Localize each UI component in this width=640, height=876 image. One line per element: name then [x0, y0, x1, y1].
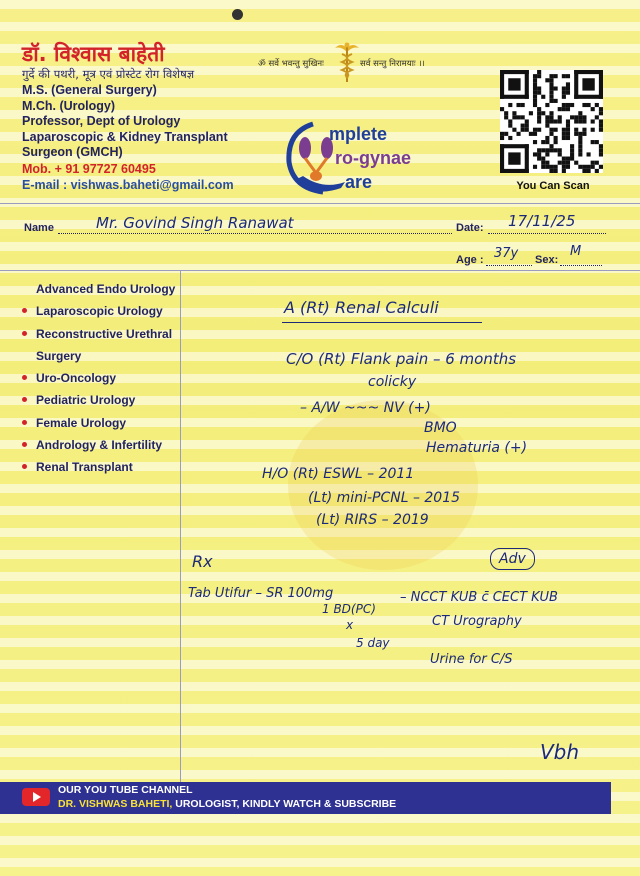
age-label: Age :	[456, 254, 484, 266]
bullet-icon	[22, 331, 27, 336]
qualification-surgeon: Surgeon (GMCH)	[22, 145, 123, 159]
doctor-details	[22, 42, 262, 193]
qr-code	[500, 70, 603, 173]
form-divider	[0, 270, 640, 271]
medication-4: 5 day	[356, 636, 390, 650]
medication-3: x	[346, 618, 354, 632]
patient-age: 37y	[494, 246, 519, 261]
complaint-note-1: C/O (Rt) Flank pain – 6 months	[286, 350, 517, 368]
footer-channel-name: DR. VISHWAS BAHETI,	[58, 798, 173, 810]
complete-urogynae-care-logo	[283, 118, 453, 198]
qualification-ms: M.S. (General Surgery)	[22, 83, 157, 97]
youtube-icon	[22, 788, 50, 806]
header-divider	[0, 203, 640, 204]
service-item: Reconstructive Urethral	[20, 323, 185, 345]
sex-label: Sex:	[535, 254, 559, 266]
mantra-right: सर्व सन्तु निरामयाः ।।	[360, 59, 425, 69]
rx-symbol: Rx	[192, 552, 213, 571]
bullet-icon	[22, 308, 27, 313]
date-line	[488, 232, 606, 234]
scan-label: You Can Scan	[516, 180, 590, 192]
footer-subscribe-text	[58, 798, 396, 810]
date-label: Date:	[456, 222, 484, 234]
service-item: Surgery	[36, 348, 82, 363]
history-note-1: H/O (Rt) ESWL – 2011	[262, 466, 415, 482]
service-item: Laparoscopic Urology	[20, 300, 185, 322]
mobile-number: Mob. + 91 97727 60495	[22, 161, 156, 176]
qualification-mch: M.Ch. (Urology)	[22, 98, 116, 113]
bullet-icon	[22, 397, 27, 402]
investigation-1: – NCCT KUB c̄ CECT KUB	[400, 590, 558, 605]
age-line	[486, 264, 532, 266]
complaint-note-4: BMO	[424, 420, 457, 436]
patient-sex: M	[570, 244, 582, 259]
visit-date: 17/11/25	[508, 212, 576, 230]
investigation-2: CT Urography	[432, 614, 522, 629]
punch-hole	[232, 9, 243, 20]
logo-text-3: are	[345, 172, 373, 192]
mantra-left: ॐ सर्वे भवन्तु सुखिनः	[258, 59, 324, 69]
sex-line	[560, 264, 602, 266]
caduceus-icon	[333, 40, 361, 84]
history-note-3: (Lt) RIRS – 2019	[316, 512, 429, 528]
footer-subscribe-rest: UROLOGIST, KINDLY WATCH & SUBSCRIBE	[172, 798, 397, 810]
diagnosis-note: A (Rt) Renal Calculi	[284, 298, 439, 317]
history-note-2: (Lt) mini-PCNL – 2015	[308, 490, 461, 506]
investigation-3: Urine for C/S	[430, 652, 513, 667]
service-item: Pediatric Urology	[20, 389, 185, 411]
complaint-note-5: Hematuria (+)	[426, 440, 528, 456]
email-address: E-mail : vishwas.baheti@gmail.com	[22, 177, 234, 192]
name-line	[58, 232, 452, 234]
service-item: Female Urology	[20, 412, 185, 434]
footer-title: OUR YOU TUBE CHANNEL	[58, 784, 193, 796]
service-item: Renal Transplant	[20, 456, 185, 478]
bullet-icon	[22, 375, 27, 380]
advice-label: Adv	[490, 548, 535, 570]
bullet-icon	[22, 442, 27, 447]
medication-1: Tab Utifur – SR 100mg	[188, 586, 334, 601]
qualification-professor: Professor, Dept of Urology	[22, 114, 181, 128]
service-item: Uro-Oncology	[20, 367, 185, 389]
qr-code-icon	[500, 70, 603, 173]
patient-name: Mr. Govind Singh Ranawat	[96, 214, 294, 232]
logo-text-2: ro-gynae	[335, 148, 412, 168]
specialty-hindi: गुर्दे की पथरी, मूत्र एवं प्रोस्टेट रोग विशेषज्ञ	[22, 67, 195, 81]
services-list	[20, 278, 185, 479]
service-item: Advanced Endo Urology	[36, 282, 176, 296]
service-item: Andrology & Infertility	[20, 434, 185, 456]
logo-text-1: mplete	[329, 124, 388, 144]
diagnosis-underline	[282, 322, 482, 323]
medication-2: 1 BD(PC)	[322, 602, 376, 616]
bullet-icon	[22, 464, 27, 469]
doctor-signature: Vbh	[540, 740, 580, 764]
name-label: Name	[24, 222, 54, 234]
bullet-icon	[22, 420, 27, 425]
complaint-note-3: – A/W ~~~ NV (+)	[300, 400, 431, 416]
doctor-name: डॉ. विश्वास बाहेती	[22, 42, 165, 66]
qualification-laparoscopic: Laparoscopic & Kidney Transplant	[22, 129, 228, 144]
complaint-note-2: colicky	[368, 374, 417, 390]
